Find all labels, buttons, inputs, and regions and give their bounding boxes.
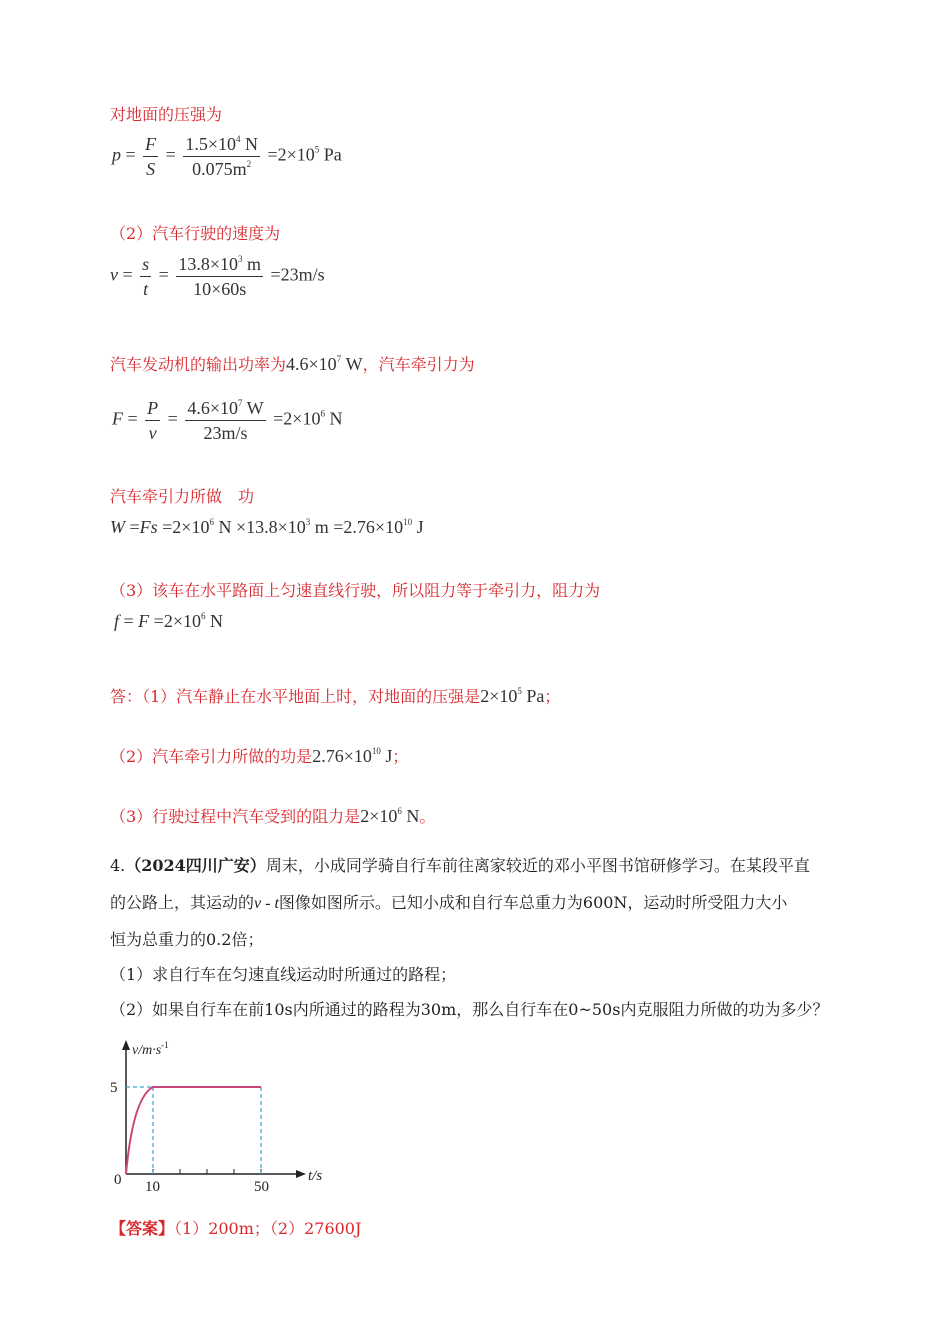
- work-expr4: m =2.76×10: [310, 517, 404, 537]
- speed-result: =23m/s: [270, 264, 325, 285]
- work-expr5: J: [412, 517, 424, 537]
- speed-frac2-num: 13.8×10: [178, 254, 238, 274]
- answer2-val: 2.76×10: [312, 746, 372, 766]
- work-expr1: =: [125, 517, 140, 537]
- pressure-frac1-den: S: [146, 159, 156, 179]
- force-result: =2×10: [273, 408, 321, 429]
- answer3-val: 2×10: [360, 806, 398, 826]
- question4-number: 4.: [110, 856, 126, 875]
- answer2-end: ；: [392, 747, 409, 766]
- answer1-exp: 5: [517, 686, 522, 696]
- speed-label: （2）汽车行驶的速度为: [110, 224, 281, 243]
- pressure-eq2: =: [165, 144, 176, 165]
- force-frac1: [145, 398, 160, 443]
- friction-exp: 6: [200, 611, 206, 621]
- question4-source: （2024四川广安）: [125, 856, 266, 875]
- work-label: 汽车牵引力所做 功: [110, 487, 255, 506]
- pressure-result-unit: Pa: [319, 144, 342, 165]
- power-value-exp: 7: [336, 354, 342, 364]
- force-frac2-num: 4.6×10: [187, 398, 238, 418]
- y-axis-arrow: [122, 1040, 130, 1050]
- force-formula: [112, 398, 342, 443]
- pressure-formula: [112, 134, 342, 179]
- force-lhs: F: [112, 408, 123, 429]
- speed-frac1-den: t: [143, 279, 149, 299]
- power-line: [110, 352, 475, 375]
- speed-frac2-num-exp: 3: [237, 254, 243, 264]
- pressure-label: 对地面的压强为: [110, 105, 223, 124]
- speed-frac2: [176, 254, 263, 299]
- answer1-line: [110, 684, 560, 707]
- power-label: 汽车发动机的输出功率为: [110, 355, 287, 374]
- friction-f: f: [114, 611, 120, 631]
- pressure-lhs: p: [112, 144, 121, 165]
- x-axis-arrow: [296, 1170, 306, 1178]
- answer2-exp: 10: [371, 746, 381, 756]
- friction-val: =2×10: [149, 611, 201, 631]
- answer2-label: （2）汽车牵引力所做的功是: [110, 747, 313, 766]
- question4-line2: [110, 890, 787, 913]
- question4-line3: 恒为总重力的0.2倍；: [110, 930, 264, 949]
- force-frac2-num-exp: 7: [237, 398, 243, 408]
- speed-frac1: [140, 254, 151, 299]
- answer3-end: 。: [419, 807, 436, 826]
- force-eq1: =: [127, 408, 138, 429]
- work-exp2: 3: [305, 517, 311, 527]
- speed-eq2: =: [158, 264, 169, 285]
- speed-eq1: =: [122, 264, 133, 285]
- question4-text2a: 的公路上，其运动的: [110, 893, 255, 912]
- question4-text2b: 图像如图所示。已知小成和自行车总重力为600N，运动时所受阻力大小: [278, 893, 788, 912]
- power-label2: ，汽车牵引力为: [362, 355, 475, 374]
- pressure-frac2-den-exp: 2: [246, 159, 252, 169]
- friction-unit: N: [205, 611, 223, 631]
- work-exp3: 10: [403, 517, 413, 527]
- speed-frac2-num-unit: m: [242, 254, 261, 274]
- friction-label: （3）该车在水平路面上匀速直线行驶，所以阻力等于牵引力，阻力为: [110, 581, 601, 600]
- x-axis-label: t/s: [308, 1168, 323, 1184]
- x-tick-10: 10: [145, 1179, 160, 1195]
- pressure-result: =2×10: [267, 144, 315, 165]
- question4-sub1: （1）求自行车在匀速直线运动时所通过的路程；: [110, 965, 457, 984]
- answer-line: [110, 1216, 361, 1239]
- pressure-frac2-num-unit: N: [240, 134, 258, 154]
- work-lhs: W: [110, 517, 125, 537]
- y-axis-label: $v/m\cdot s^{-1}$: [132, 1040, 169, 1058]
- answer-label: 【答案】: [110, 1219, 175, 1238]
- force-eq2: =: [167, 408, 178, 429]
- answer3-exp: 6: [397, 806, 402, 816]
- speed-lhs: v: [110, 264, 118, 285]
- work-Fs: Fs: [139, 517, 158, 537]
- answer3-unit: N: [401, 806, 420, 826]
- origin-label: 0: [114, 1172, 122, 1188]
- answer1-end: ；: [544, 687, 561, 706]
- question4-text1: 周末，小成同学骑自行车前往离家较近的邓小平图书馆研修学习。在某段平直: [265, 856, 810, 875]
- pressure-eq1: =: [125, 144, 136, 165]
- question4-line1: [110, 853, 810, 876]
- work-expr2: =2×10: [157, 517, 210, 537]
- vt-graph: [100, 1030, 340, 1200]
- pressure-result-exp: 5: [314, 144, 320, 155]
- work-expr3: N ×13.8×10: [213, 517, 306, 537]
- power-value-unit: W: [341, 354, 363, 374]
- work-exp1: 6: [209, 517, 214, 527]
- force-frac1-num: P: [145, 398, 160, 421]
- force-result-unit: N: [324, 408, 343, 429]
- pressure-frac2: [183, 134, 260, 179]
- force-frac2-den: 23m/s: [203, 423, 248, 443]
- answer1-val: 2×10: [480, 686, 518, 706]
- force-frac2-num-unit: W: [242, 398, 264, 418]
- pressure-frac2-num: 1.5×10: [185, 134, 236, 154]
- answer1-unit: Pa: [521, 686, 545, 706]
- speed-formula: [110, 254, 325, 299]
- friction-F: F: [138, 611, 150, 631]
- question4-sub2: （2）如果自行车在前10s内所通过的路程为30m，那么自行车在0~50s内克服阻力所做的功为多少？: [110, 1000, 829, 1019]
- force-result-exp: 6: [320, 408, 325, 419]
- pressure-frac2-num-exp: 4: [235, 134, 241, 144]
- pressure-frac1-num: F: [143, 134, 158, 157]
- answer-values: （1）200m；（2）27600J: [174, 1219, 362, 1238]
- answer1-label: 答：（1）汽车静止在水平地面上时，对地面的压强是: [110, 687, 481, 706]
- force-frac2: [185, 398, 265, 443]
- y-tick-5: 5: [110, 1080, 118, 1096]
- answer2-line: [110, 744, 408, 767]
- friction-eq: =: [119, 611, 134, 631]
- answer3-line: [110, 804, 435, 827]
- answer2-unit: J: [380, 746, 393, 766]
- x-tick-50: 50: [254, 1179, 269, 1195]
- question4-vt: v - t: [254, 895, 279, 912]
- speed-frac1-num: s: [140, 254, 151, 277]
- speed-frac2-den: 10×60s: [193, 279, 247, 299]
- velocity-curve: [126, 1087, 261, 1174]
- friction-formula: [114, 611, 223, 632]
- power-value: 4.6×10: [286, 354, 337, 374]
- pressure-frac2-den: 0.075m: [192, 159, 247, 179]
- answer3-label: （3）行驶过程中汽车受到的阻力是: [110, 807, 361, 826]
- force-frac1-den: v: [148, 423, 157, 443]
- pressure-frac1: [143, 134, 158, 179]
- work-formula: [110, 517, 424, 538]
